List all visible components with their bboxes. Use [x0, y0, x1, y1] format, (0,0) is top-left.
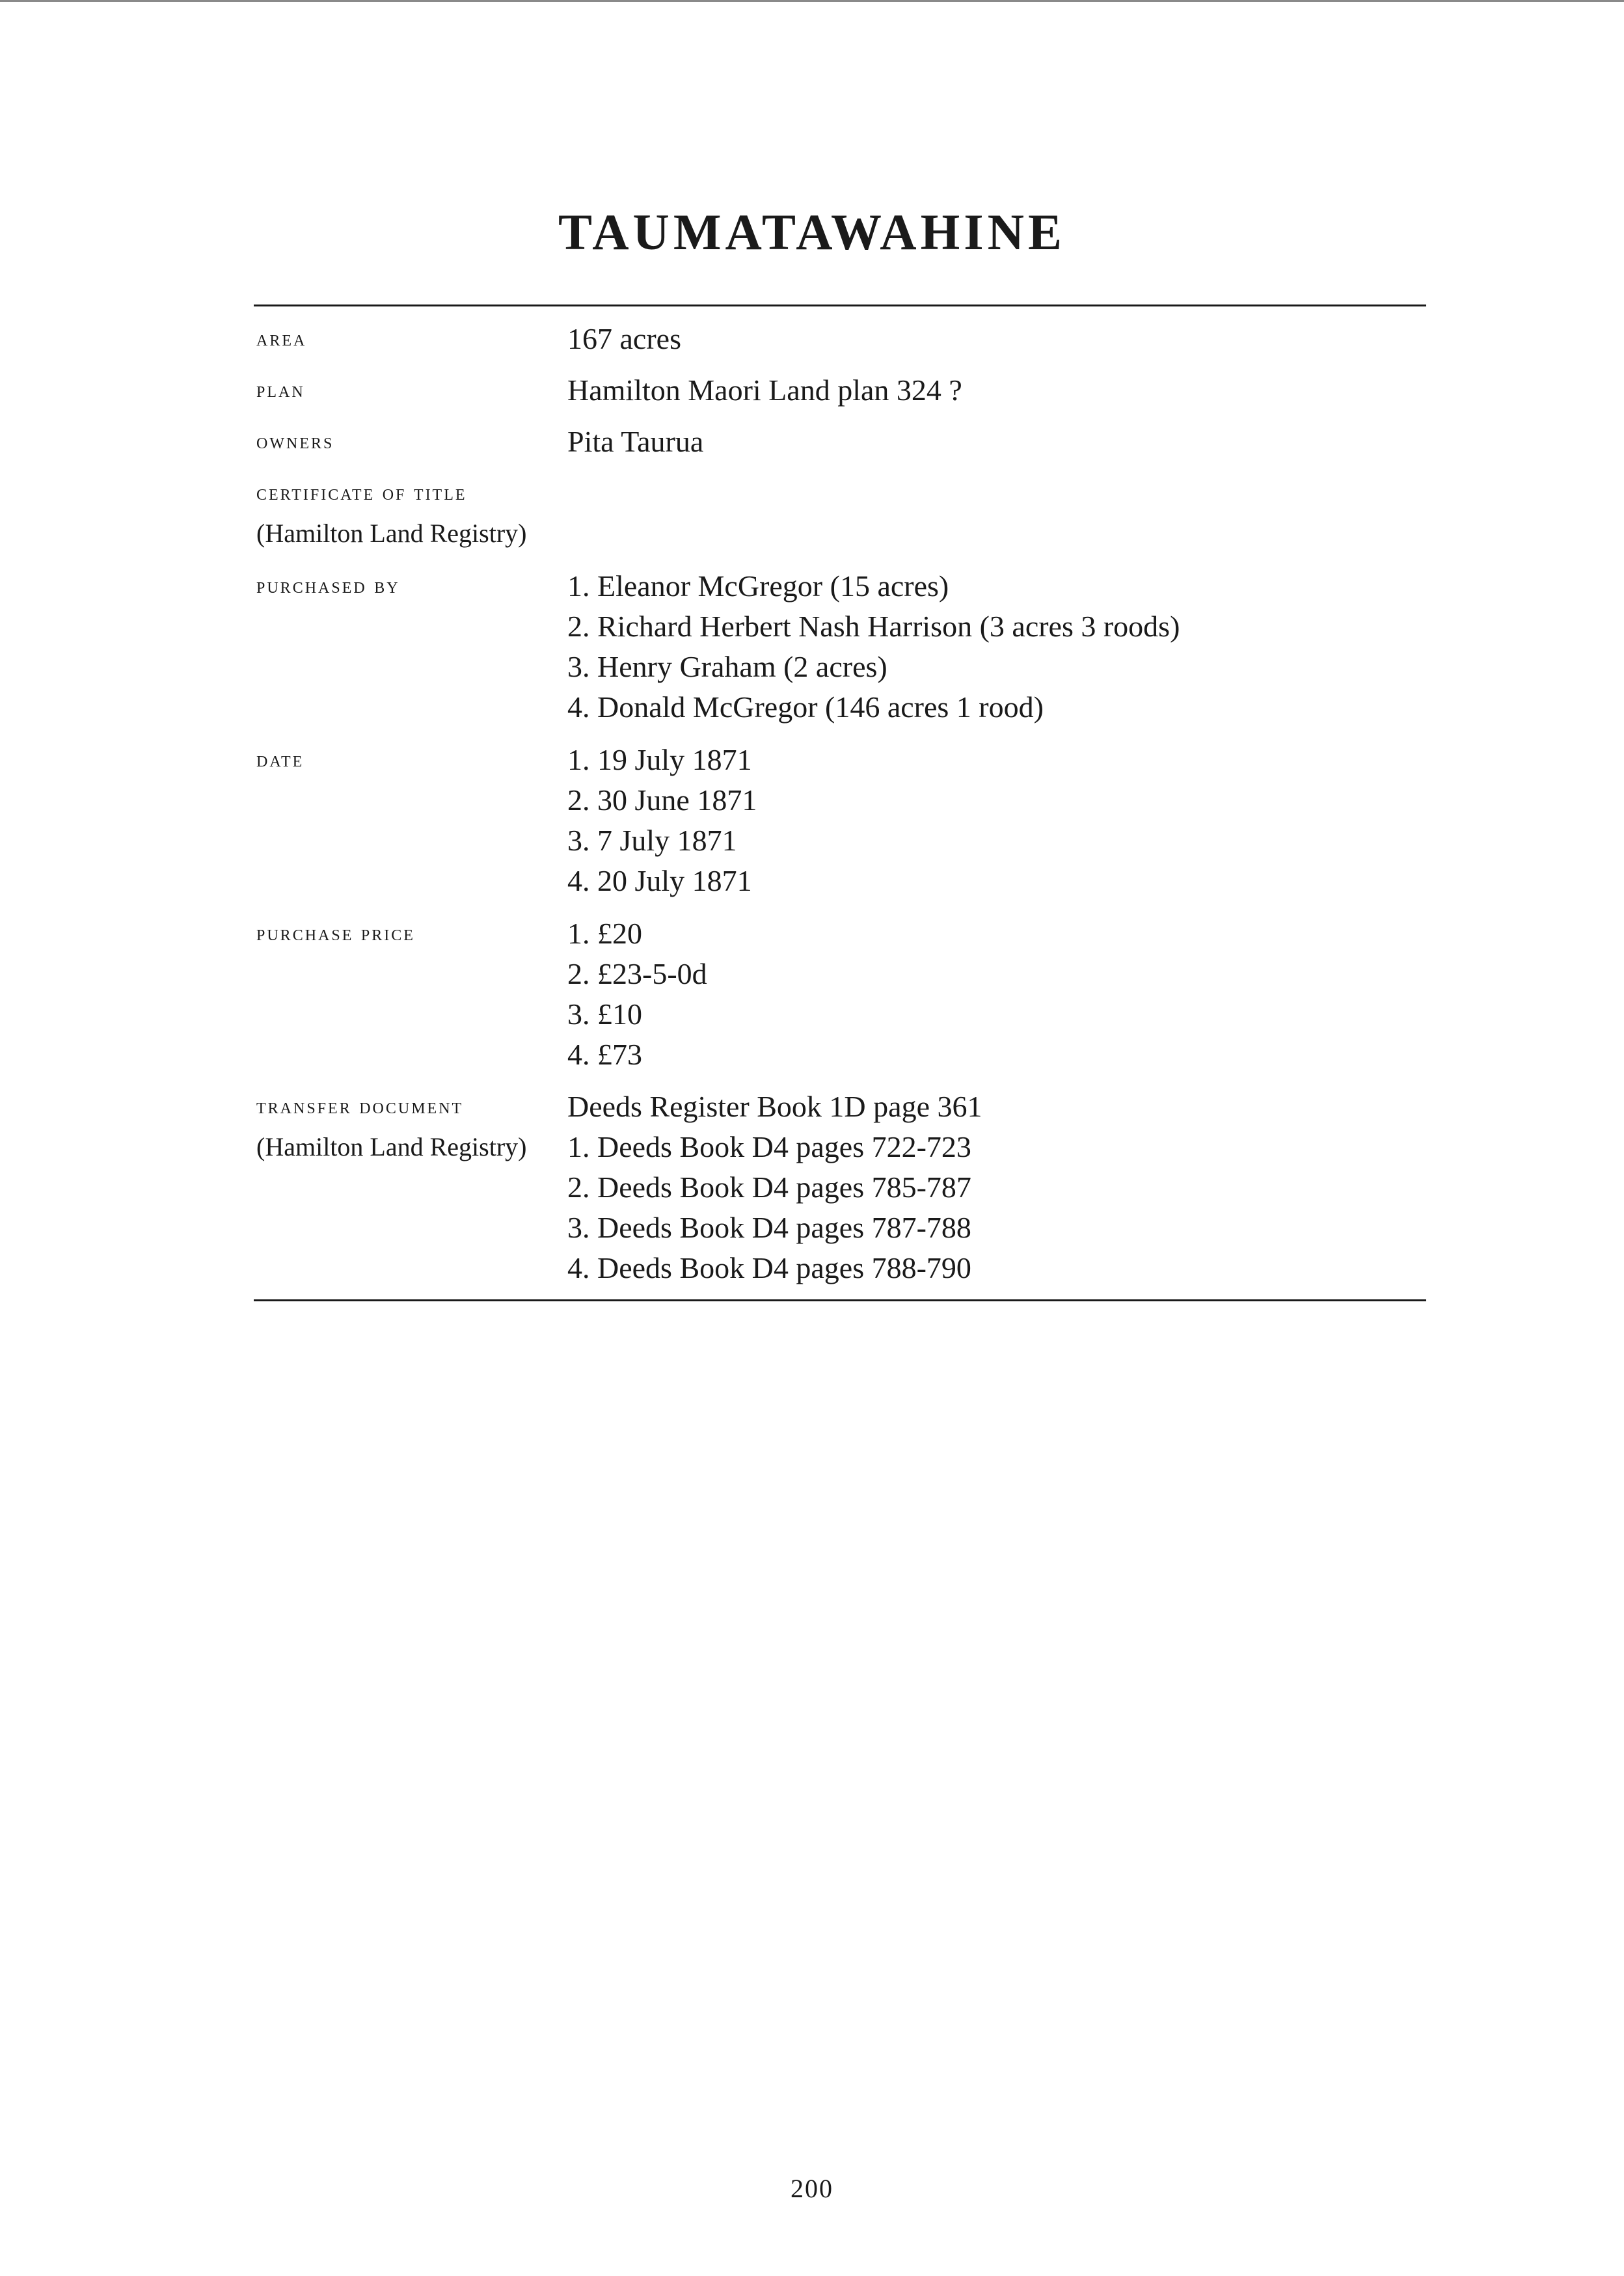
date-4: 4. 20 July 1871 [567, 864, 752, 897]
entry-label [256, 370, 562, 411]
entry-values [567, 566, 1413, 727]
purchaser-4: 4. Donald McGregor (146 acres 1 rood) [567, 690, 1044, 724]
transfer-4: 4. Deeds Book D4 pages 788-790 [567, 1251, 971, 1284]
bottom-rule [254, 1299, 1426, 1301]
date-2: 2. 30 June 1871 [567, 783, 757, 817]
transfer-3: 3. Deeds Book D4 pages 787-788 [567, 1211, 971, 1244]
entry-values [567, 319, 1413, 359]
price-1: 1. £20 [567, 917, 642, 950]
owners-label: owners [256, 429, 334, 454]
certificate-sublabel: (Hamilton Land Registry) [256, 519, 527, 548]
area-label: area [256, 327, 307, 351]
entry-values [567, 740, 1413, 901]
purchase-price-label: purchase price [256, 921, 415, 945]
page-title: TAUMATAWAHINE [558, 204, 1066, 260]
transfer-2: 2. Deeds Book D4 pages 785-787 [567, 1171, 971, 1204]
entry-values [567, 914, 1413, 1075]
price-2: 2. £23-5-0d [567, 957, 707, 990]
entry-values [567, 422, 1413, 462]
plan-label: plan [256, 378, 305, 402]
entry-label [256, 1087, 562, 1167]
scan-edge-line [0, 0, 1624, 2]
date-label: date [256, 748, 304, 772]
area-value: 167 acres [567, 322, 681, 355]
entry-values [567, 1087, 1413, 1288]
date-1: 1. 19 July 1871 [567, 743, 752, 776]
page-number: 200 [791, 2174, 833, 2203]
price-4: 4. £73 [567, 1038, 642, 1071]
purchaser-3: 3. Henry Graham (2 acres) [567, 650, 887, 683]
plan-value: Hamilton Maori Land plan 324 ? [567, 373, 962, 407]
purchased-by-label: purchased by [256, 574, 400, 598]
transfer-register: Deeds Register Book 1D page 361 [567, 1090, 982, 1123]
entry-label [256, 319, 562, 359]
entry-label [256, 566, 562, 606]
entry-label [256, 473, 562, 554]
purchaser-1: 1. Eleanor McGregor (15 acres) [567, 569, 949, 603]
entry-values [567, 370, 1413, 411]
entry-label [256, 914, 562, 954]
purchaser-2: 2. Richard Herbert Nash Harrison (3 acres 3 roods) [567, 610, 1180, 643]
entry-label [256, 740, 562, 780]
top-rule [254, 305, 1426, 306]
certificate-label: certificate of title [256, 481, 467, 505]
entry-label [256, 422, 562, 462]
transfer-1: 1. Deeds Book D4 pages 722-723 [567, 1130, 971, 1163]
date-3: 3. 7 July 1871 [567, 824, 737, 857]
transfer-document-sublabel: (Hamilton Land Registry) [256, 1132, 527, 1161]
owners-value: Pita Taurua [567, 425, 704, 458]
transfer-document-label: transfer document [256, 1094, 464, 1118]
price-3: 3. £10 [567, 997, 642, 1031]
